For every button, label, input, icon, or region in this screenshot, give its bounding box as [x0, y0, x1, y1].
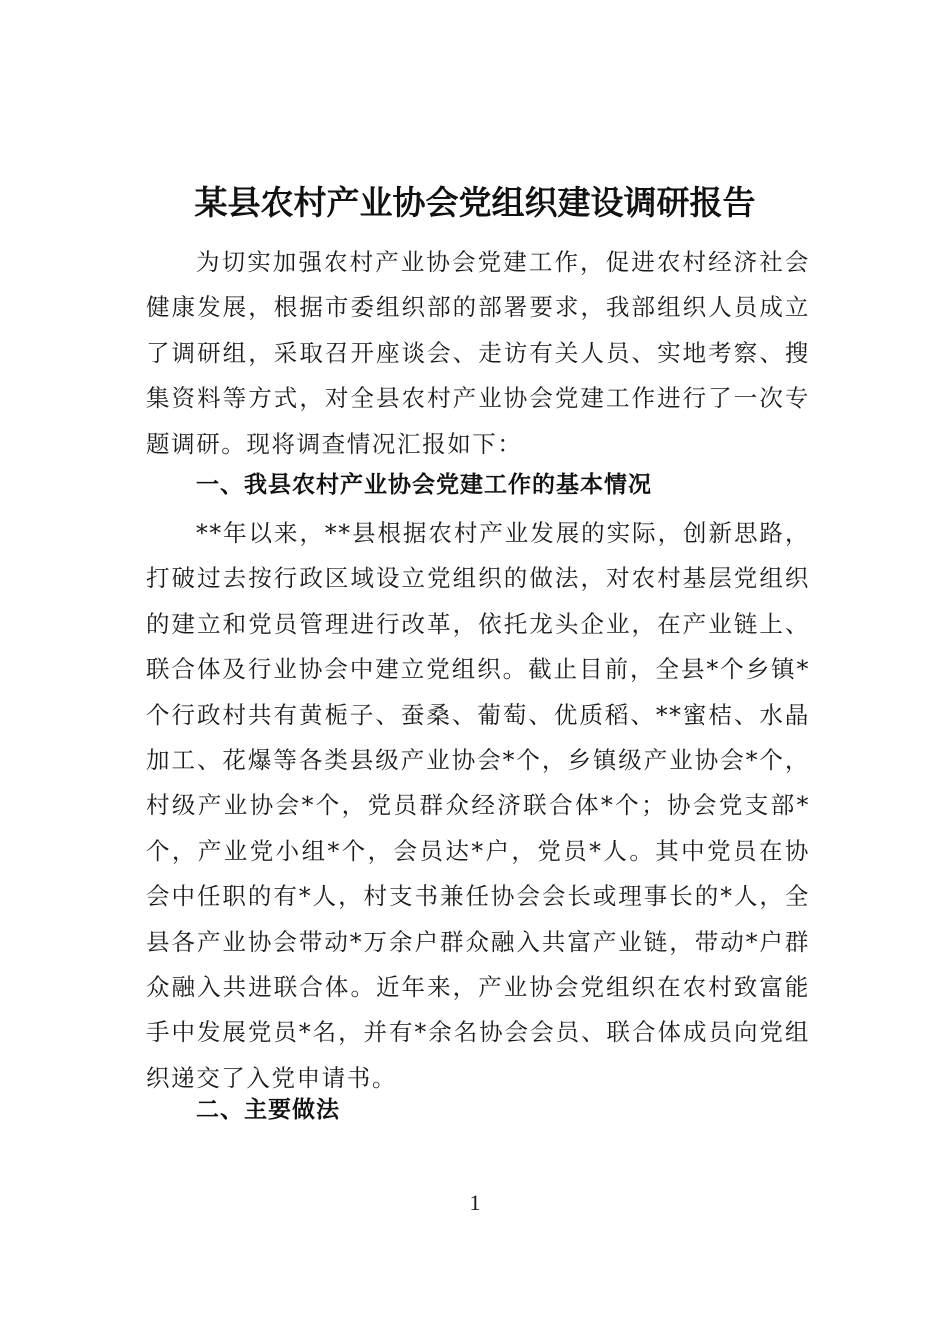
section-1-heading: 一、我县农村产业协会党建工作的基本情况 — [196, 472, 652, 498]
section-2-heading: 二、主要做法 — [196, 1097, 340, 1123]
page-number: 1 — [469, 1190, 481, 1215]
intro-paragraph: 为切实加强农村产业协会党建工作，促进农村经济社会健康发展，根据市委组织部的部署要求，我部组织人员成立了调研组，采取召开座谈会、走访有关人员、实地考察、搜集资料等方式，对全县农村产业协会党建工作进行了一次专题调研。现将调查情况汇报如下： — [146, 248, 810, 458]
section-1-paragraph: **年以来，**县根据农村产业发展的实际，创新思路，打破过去按行政区域设立党组织的做法，对农村基层党组织的建立和党员管理进行改革，依托龙头企业，在产业链上、联合体及行业协会中建立党组织。截止目前，全县*个乡镇*个行政村共有黄栀子、蚕桑、葡萄、优质稻、**蜜桔、水晶加工、花爆等各类县级产业协会*个，乡镇级产业协会*个，村级产业协会*个，党员群众经济联合体*个；协会党支部*个，产业党小组*个，会员达*户，党员*人。其中党员在协会中任职的有*人，村支书兼任协会会长或理事长的*人，全县各产业协会带动*万余户群众融入共富产业链，带动*户群众融入共进联合体。近年来，产业协会党组织在农村致富能手中发展党员*名，并有*余名协会会员、联合体成员向党组织递交了入党申请书。 — [146, 519, 810, 1092]
document-title: 某县农村产业协会党组织建设调研报告 — [194, 183, 756, 222]
